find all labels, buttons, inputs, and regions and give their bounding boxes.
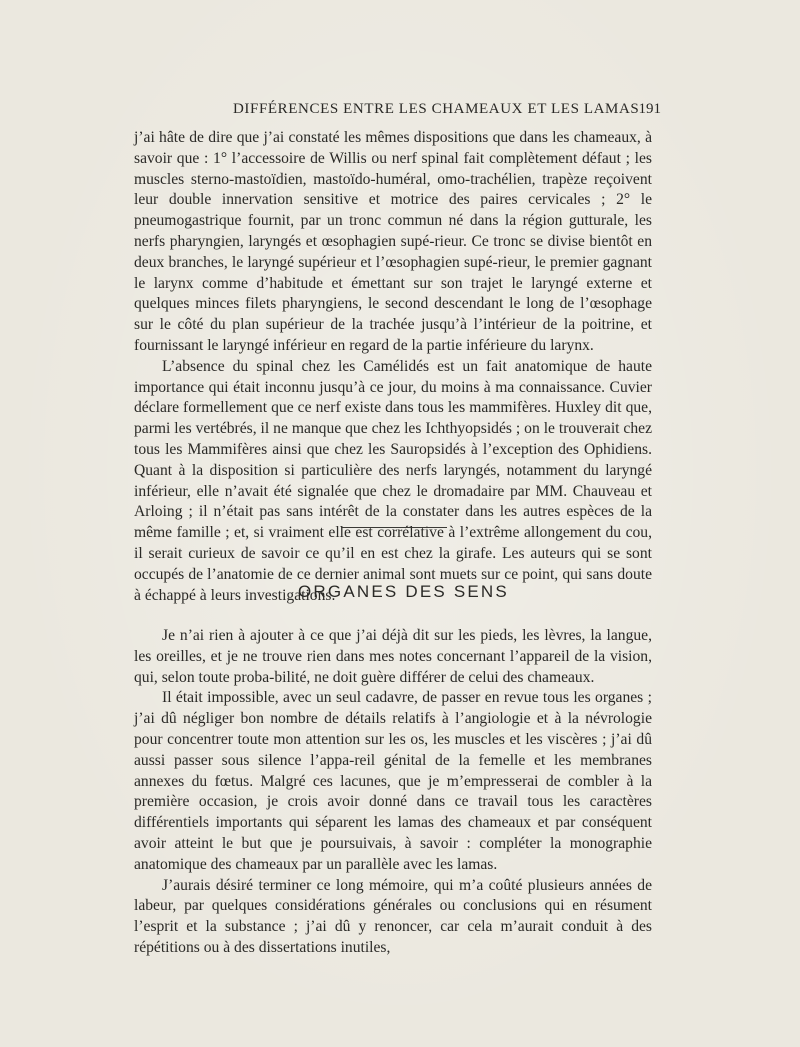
section-divider	[341, 527, 447, 528]
page-number: 191	[638, 101, 661, 117]
paragraph: L’absence du spinal chez les Camélidés est un fait anatomique de haute importance qui était inconnu jusqu’à ce jour, du moins à ma connaissance. Cuvier déclare formellement que ce nerf existe dans tous les mammifères. Huxley dit que, parmi les vertébrés, il ne manque que chez les Ichthyopsidés ; on le trouverait chez tous les Mammifères ainsi que chez les Sauropsidés à l’exception des Ophidiens. Quant à la disposition si particulière des nerfs laryngés, notamment du laryngé inférieur, elle n’avait été signalée que chez le dromadaire par MM. Chauveau et Arloing ; il n’était pas sans intérêt de la constater dans les autres espèces de la même famille ; et, si vraiment elle est corrélative à l’extrême allongement du cou, il serait curieux de savoir ce qu’il en est chez la girafe. Les auteurs qui se sont occupés de l’anatomie de ce dernier animal sont muets sur ce point, qui sans doute à échappé à leurs investigations.	[134, 357, 652, 604]
paragraph: J’aurais désiré terminer ce long mémoire, qui m’a coûté plusieurs années de labeur, par quelques considérations générales ou conclusions qui en résument l’esprit et la substance ; j’ai dû y renoncer, car cela m’aurait conduit à des répétitions ou à des dissertations inutiles,	[134, 876, 652, 956]
paragraph: Je n’ai rien à ajouter à ce que j’ai déjà dit sur les pieds, les lèvres, la langue, les oreilles, et je ne trouve rien dans mes notes concernant l’appareil de la vision, qui, selon toute proba-bilité, ne doit guère différer de celui des chameaux.	[134, 627, 652, 686]
body-text	[134, 128, 652, 606]
running-title: DIFFÉRENCES ENTRE LES CHAMEAUX ET LES LAMAS	[233, 101, 640, 117]
section-text	[134, 626, 652, 959]
paragraph: j’ai hâte de dire que j’ai constaté les mêmes dispositions que dans les chameaux, à savoir que : 1° l’accessoire de Willis ou nerf spinal fait complètement défaut ; les muscles sterno-mastoïdien, mastoïdo-huméral, omo-trachélien, trapèze reçoivent leur double innervation sensitive et motrice des paires cervicales ; 2° le pneumogastrique fournit, par un tronc commun né dans la région gutturale, les nerfs pharyngien, laryngés et œsophagien supé-rieur. Ce tronc se divise bientôt en deux branches, le laryngé supérieur et l’œsophagien supé-rieur, le premier gagnant le larynx comme d’habitude et émettant sur son trajet le laryngé externe et quelques minces filets pharyngiens, le second descendant le long de l’œsophage sur le côté du plan supérieur de la trachée jusqu’à l’intérieur de la poitrine, et fournissant le laryngé inférieur en regard de la partie inférieure du larynx.	[134, 129, 652, 354]
section-heading: ORGANES DES SENS	[298, 582, 509, 601]
running-head	[233, 101, 661, 123]
paragraph: Il était impossible, avec un seul cadavre, de passer en revue tous les organes ; j’ai dû négliger bon nombre de détails relatifs à l’angiologie et à la névrologie pour concentrer toute mon attention sur les os, les muscles et les viscères ; j’ai dû aussi passer sous silence l’appa-reil génital de la femelle et les membranes annexes du fœtus. Malgré ces lacunes, que je m’empresserai de combler à la première occasion, je crois avoir donné dans ce travail tous les caractères différentiels importants qui séparent les lamas des chameaux et par conséquent avoir atteint le but que je poursuivais, à savoir : compléter la monographie anatomique des chameaux par un parallèle avec les lamas.	[134, 689, 652, 873]
